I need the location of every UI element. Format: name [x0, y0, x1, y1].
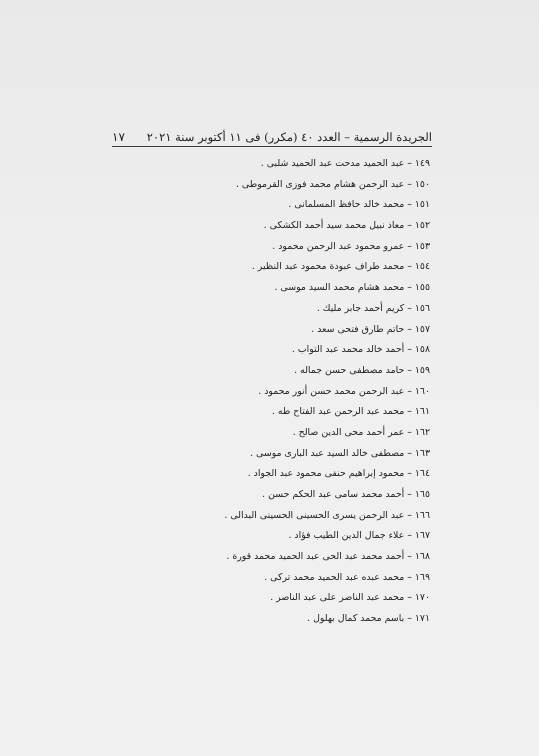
- list-item: ١٦٢ – عمر أحمد محى الدين صالح .: [292, 426, 430, 438]
- list-item: ١٥٦ – كريم أحمد جابر مليك .: [316, 302, 430, 314]
- list-item: ١٥٩ – حامد مصطفى حسن جماله .: [294, 364, 430, 376]
- list-item: ١٦٨ – أحمد محمد عبد الحى عبد الحميد محمد قورة .: [226, 551, 430, 563]
- list-item: ١٦٧ – علاء جمال الدين الطيب فؤاد .: [288, 530, 430, 542]
- list-item: ١٧٠ – محمد عبد الناصر على عبد الناصر .: [270, 592, 430, 604]
- list-item: ١٥٣ – عمرو محمود عبد الرحمن محمود .: [272, 240, 430, 252]
- list-item: ١٥٠ – عبد الرحمن هشام محمد فوزى القرموطى .: [235, 178, 430, 190]
- list-item: ١٥٥ – محمد هشام محمد السيد موسى .: [274, 282, 430, 294]
- list-item: ١٦٥ – أحمد محمد سامى عبد الحكم حسن .: [262, 489, 430, 500]
- list-item: ١٦١ – محمد عبد الرحمن عبد الفتاح طه .: [271, 406, 430, 418]
- list-item: ١٥٧ – حاتم طارق فتحى سعد .: [311, 323, 430, 335]
- list-item: ١٥٨ – أحمد خالد محمد عبد التواب .: [291, 344, 430, 356]
- names-list: [150, 154, 430, 630]
- list-item: ١٤٩ – عبد الحميد مدحت عبد الحميد شلبى .: [260, 158, 430, 169]
- list-item: ١٦٤ – محمود إبراهيم حنفى محمود عبد الجواد .: [247, 468, 430, 480]
- list-item: ١٥٤ – محمد طراف عبودة محمود عبد النظير .: [251, 261, 430, 273]
- list-item: ١٥١ – محمد خالد حافظ المسلمانى .: [288, 199, 430, 211]
- header-divider: [112, 146, 432, 147]
- header-title: الجريدة الرسمية – العدد ٤٠ (مكرر) فى ١١ أكتوبر سنة ٢٠٢١: [146, 130, 432, 144]
- page-header: [112, 124, 432, 144]
- list-item: ١٦٦ – عبد الرحمن يسرى الحسينى الحسينى البدالى .: [224, 509, 430, 521]
- list-item: ١٦٩ – محمد عبده عبد الحميد محمد تركى .: [264, 571, 430, 583]
- list-item: ١٦٠ – عبد الرحمن محمد حسن أنور محمود .: [258, 385, 430, 397]
- list-item: ١٥٢ – معاذ نبيل محمد سيد أحمد الكشكى .: [263, 220, 430, 232]
- list-item: ١٦٣ – مصطفى خالد السيد عبد البارى موسى .: [250, 447, 430, 459]
- page-number: ١٧: [112, 130, 125, 144]
- list-item: ١٧١ – باسم محمد كمال بهلول .: [307, 613, 430, 625]
